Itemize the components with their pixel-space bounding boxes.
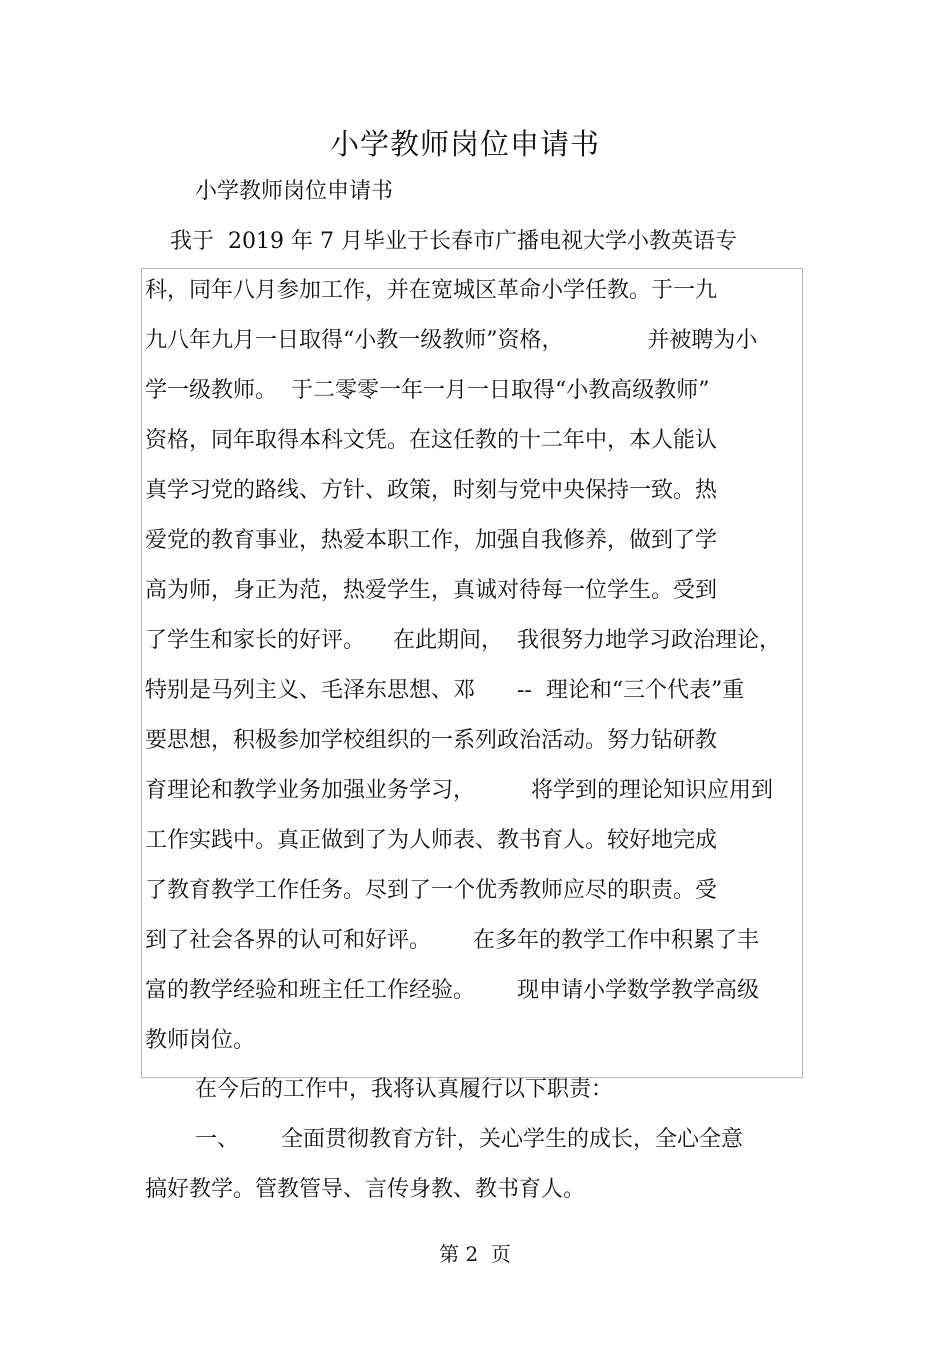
body-line: 教师岗位。 [145,1028,256,1053]
body-line: 富的教学经验和班主任工作经验。 现申请小学数学教学高级 [145,978,759,1003]
body-text [145,275,795,1075]
body-line: 爱党的教育事业，热爱本职工作，加强自我修养，做到了学 [145,528,718,553]
body-line: 科，同年八月参加工作，并在宽城区革命小学任教。于一九 [145,278,718,303]
body-line: 了教育教学工作任务。尽到了一个优秀教师应尽的职责。受 [145,878,718,903]
page-number: 第 2 页 [439,1242,511,1266]
intro-line: 我于 2019 年 7 月毕业于长春市广播电视大学小教英语专 [170,229,737,254]
body-line: 要思想，积极参加学校组织的一系列政治活动。努力钻研教 [145,728,718,753]
body-line: 九八年九月一日取得“小教一级教师”资格， 并被聘为小 [145,328,758,353]
body-line: 真学习党的路线、方针、政策，时刻与党中央保持一致。热 [145,478,718,503]
body-line: 高为师，身正为范，热爱学生，真诚对待每一位学生。受到 [145,578,718,603]
body-line: 育理论和教学业务加强业务学习， 将学到的理论知识应用到 [145,778,773,803]
body-line: 特别是马列主义、毛泽东思想、邓 -- 理论和“三个代表”重 [145,678,745,703]
document-subtitle: 小学教师岗位申请书 [195,179,394,204]
body-line: 资格，同年取得本科文凭。在这任教的十二年中，本人能认 [145,428,718,453]
duty-item-1-line-2: 搞好教学。管教管导、言传身教、教书育人。 [145,1177,586,1202]
body-line: 学一级教师。 于二零零一年一月一日取得“小教高级教师” [145,378,710,403]
body-line: 工作实践中。真正做到了为人师表、教书育人。较好地完成 [145,828,718,853]
duties-intro: 在今后的工作中，我将认真履行以下职责： [195,1077,614,1102]
document-title: 小学教师岗位申请书 [329,127,600,161]
body-line: 了学生和家长的好评。 在此期间， 我很努力地学习政治理论， [145,628,781,653]
duty-item-1-line-1: 一、 全面贯彻教育方针，关心学生的成长，全心全意 [195,1127,743,1152]
body-line: 到了社会各界的认可和好评。 在多年的教学工作中积累了丰 [145,928,759,953]
